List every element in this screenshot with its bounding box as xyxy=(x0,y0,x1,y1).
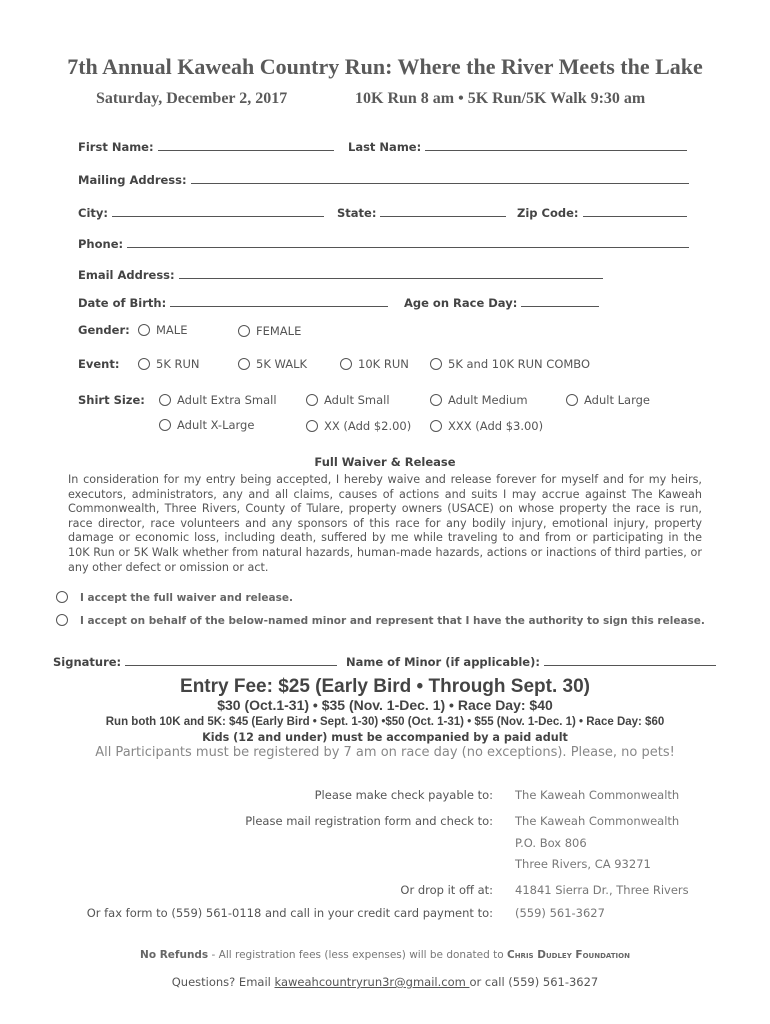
gender-option-female[interactable]: FEMALE xyxy=(238,324,301,338)
mail-to-line2: P.O. Box 806 xyxy=(515,836,587,850)
gender-option-male[interactable]: MALE xyxy=(138,323,187,337)
dob-row xyxy=(78,292,388,311)
foundation-name: Chris Dudley Foundation xyxy=(506,949,630,961)
shirt-option-adult-extra-small[interactable]: Adult Extra Small xyxy=(159,393,277,407)
check-payable-label: Please make check payable to: xyxy=(314,788,493,802)
phone-row xyxy=(78,233,689,252)
shirt-option-xx[interactable]: XX (Add $2.00) xyxy=(306,419,411,433)
radio-icon[interactable] xyxy=(306,420,318,432)
state-field[interactable] xyxy=(380,204,506,217)
page-title: 7th Annual Kaweah Country Run: Where the River Meets the Lake xyxy=(67,54,703,79)
radio-icon[interactable] xyxy=(238,325,250,337)
shirt-option-adult-medium[interactable]: Adult Medium xyxy=(430,393,528,407)
minor-name-row xyxy=(346,651,716,670)
drop-off-value: 41841 Sierra Dr., Three Rivers xyxy=(515,883,689,897)
check-payable-value: The Kaweah Commonwealth xyxy=(515,788,680,802)
mail-to-line1: The Kaweah Commonwealth xyxy=(515,814,680,828)
gender-label: Gender: xyxy=(78,323,130,337)
first-name-field[interactable] xyxy=(158,138,334,151)
phone-field[interactable] xyxy=(127,235,689,248)
state-label: State: xyxy=(337,206,377,220)
shirt-size-label: Shirt Size: xyxy=(78,393,145,407)
event-option-5k-run[interactable]: 5K RUN xyxy=(138,357,200,371)
city-label: City: xyxy=(78,206,108,220)
entry-fee-later: $30 (Oct.1-31) • $35 (Nov. 1-Dec. 1) • Race Day: $40 xyxy=(217,697,553,713)
fax-label: Or fax form to (559) 561-0118 and call in your credit card payment to: xyxy=(86,906,493,920)
event-option-10k-run[interactable]: 10K RUN xyxy=(340,357,409,371)
minor-name-field[interactable] xyxy=(544,653,716,666)
age-label: Age on Race Day: xyxy=(404,296,518,310)
mailing-address-row xyxy=(78,169,689,188)
first-name-label: First Name: xyxy=(78,140,154,154)
email-field[interactable] xyxy=(179,266,603,279)
event-date: Saturday, December 2, 2017 xyxy=(96,90,288,107)
contact-email-link[interactable]: kaweahcountryrun3r@gmail.com xyxy=(274,975,470,989)
waiver-text: In consideration for my entry being accepted, I hereby waive and release forever for myself and for my heirs, executors, administrators, any and all claims, causes of actions and suits I may accrue against The Kaweah Commonwealth, Three Rivers, County of Tulare, property owners (USACE) on whose property the race is run, race director, race volunteers and any sponsors of this race for any bodily injury, emotional injury, property damage or economic loss, including death, suffered by me while traveling to and from or participating in the 10K Run or 5K Walk whether from natural hazards, human-made hazards, actions or inactions of third parties, or any other defect or omission or act. xyxy=(68,473,702,574)
radio-icon[interactable] xyxy=(430,420,442,432)
questions-label: Questions? Email xyxy=(171,975,275,989)
event-label: Event: xyxy=(78,357,120,371)
state-row xyxy=(337,202,506,221)
city-field[interactable] xyxy=(112,204,324,217)
radio-icon[interactable] xyxy=(56,591,68,603)
no-refunds-note xyxy=(0,949,770,961)
event-option-combo[interactable]: 5K and 10K RUN COMBO xyxy=(430,357,590,371)
last-name-field[interactable] xyxy=(425,138,687,151)
signature-label: Signature: xyxy=(53,655,122,669)
radio-icon[interactable] xyxy=(138,358,150,370)
zip-row xyxy=(517,202,687,221)
kids-note: Kids (12 and under) must be accompanied by a paid adult xyxy=(202,731,568,744)
radio-icon[interactable] xyxy=(430,394,442,406)
email-row xyxy=(78,264,603,283)
registration-note: All Participants must be registered by 7 am on race day (no exceptions). Please, no pets! xyxy=(95,745,675,760)
questions-line xyxy=(0,975,770,989)
fax-value: (559) 561-3627 xyxy=(515,906,605,920)
signature-row xyxy=(53,651,337,670)
shirt-option-xxx[interactable]: XXX (Add $3.00) xyxy=(430,419,543,433)
age-row xyxy=(404,292,599,311)
radio-icon[interactable] xyxy=(56,614,68,626)
last-name-label: Last Name: xyxy=(348,140,422,154)
shirt-option-adult-large[interactable]: Adult Large xyxy=(566,393,650,407)
dob-field[interactable] xyxy=(170,294,388,307)
combo-fee: Run both 10K and 5K: $45 (Early Bird • Sept. 1-30) •$50 (Oct. 1-31) • $55 (Nov. 1-Dec. 1) • Race Day: $60 xyxy=(105,716,665,728)
no-refunds-label: No Refunds xyxy=(140,949,209,961)
call-text: or call (559) 561-3627 xyxy=(469,975,599,989)
zip-label: Zip Code: xyxy=(517,206,579,220)
dob-label: Date of Birth: xyxy=(78,296,167,310)
radio-icon[interactable] xyxy=(159,419,171,431)
city-row xyxy=(78,202,324,221)
shirt-option-adult-x-large[interactable]: Adult X-Large xyxy=(159,418,254,432)
zip-field[interactable] xyxy=(583,204,687,217)
event-option-5k-walk[interactable]: 5K WALK xyxy=(238,357,307,371)
mail-to-line3: Three Rivers, CA 93271 xyxy=(515,857,651,871)
radio-icon[interactable] xyxy=(340,358,352,370)
shirt-option-adult-small[interactable]: Adult Small xyxy=(306,393,390,407)
refund-text: - All registration fees (less expenses) will be donated to xyxy=(208,949,507,961)
drop-off-label: Or drop it off at: xyxy=(400,883,493,897)
radio-icon[interactable] xyxy=(159,394,171,406)
phone-label: Phone: xyxy=(78,237,124,251)
first-name-row xyxy=(78,136,334,155)
waiver-title: Full Waiver & Release xyxy=(314,455,456,469)
email-label: Email Address: xyxy=(78,268,175,282)
accept-minor-option[interactable]: I accept on behalf of the below-named minor and represent that I have the authority to sign this release. xyxy=(56,614,705,627)
mailing-address-label: Mailing Address: xyxy=(78,173,187,187)
age-field[interactable] xyxy=(521,294,599,307)
mail-to-label: Please mail registration form and check to: xyxy=(245,814,493,828)
last-name-row xyxy=(348,136,687,155)
radio-icon[interactable] xyxy=(238,358,250,370)
event-times: 10K Run 8 am • 5K Run/5K Walk 9:30 am xyxy=(355,90,646,107)
radio-icon[interactable] xyxy=(430,358,442,370)
minor-name-label: Name of Minor (if applicable): xyxy=(346,655,540,669)
radio-icon[interactable] xyxy=(306,394,318,406)
radio-icon[interactable] xyxy=(566,394,578,406)
entry-fee-heading: Entry Fee: $25 (Early Bird • Through Sept. 30) xyxy=(180,676,590,697)
radio-icon[interactable] xyxy=(138,324,150,336)
accept-waiver-option[interactable]: I accept the full waiver and release. xyxy=(56,591,293,604)
mailing-address-field[interactable] xyxy=(191,171,689,184)
signature-field[interactable] xyxy=(125,653,337,666)
